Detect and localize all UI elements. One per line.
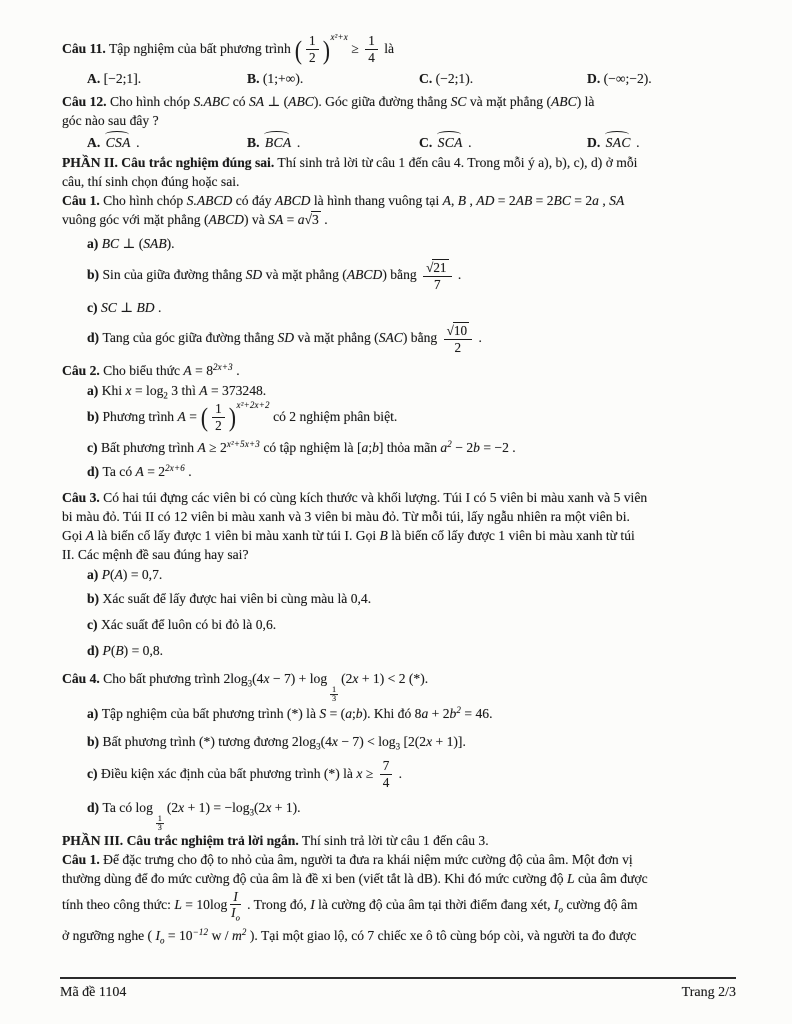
p2-question-1-item-d: d) Tang của góc giữa đường thẳng SD và mặt phẳng (SAC) bằng $\frac{√10}{2}$ . (87, 323, 482, 356)
p2-question-4-item-d: d) Ta có log $\frac{1}{3}$ (2x + 1) = −log3(2x + 1). (87, 799, 301, 833)
p2-question-2-item-d: d) Ta có A = 22x+6 . (87, 463, 192, 480)
p2-question-1-item-b: b) Sin của giữa đường thẳng SD và mặt phẳng (ABCD) bằng $\frac{√21}{7}$ . (87, 259, 462, 292)
p3-question-1-line-3: tính theo công thức: L = 10log $\frac{I}{Io}$ . Trong đó, I là cường độ của âm tại thời điểm đang xét, Io cường độ âm (62, 888, 638, 923)
question-12-option-d: D. SAC . (587, 135, 640, 151)
p2-question-3-item-a: a) P(A) = 0,7. (87, 567, 163, 582)
p2-question-2-item-c: c) Bất phương trình A ≥ 2x²+5x+3 có tập nghiệm là [a;b] thỏa mãn a2 − 2b = −2 . (87, 439, 516, 456)
question-11-options (62, 70, 734, 88)
p2-question-4-stem: Câu 4. Cho bất phương trình 2log3(4x − 7) + log $\frac{1}{3}$ (2x + 1) < 2 (*). (62, 670, 429, 704)
question-12-option-a: A. CSA . (87, 135, 140, 151)
footer-page-number: Trang 2/3 (681, 984, 736, 1000)
p2-question-4-item-c: c) Điều kiện xác định của bất phương trình (*) là x ≥ $\frac{7}{4}$ . (87, 757, 403, 790)
p2-question-1-stem-line-2: vuông góc với mặt phẳng (ABCD) và SA = a√3 . (62, 212, 328, 228)
p2-question-3-item-b: b) Xác suất để lấy được hai viên bi cùng màu là 0,4. (87, 590, 372, 606)
p2-question-1-item-c: c) SC ⊥ BD . (87, 299, 162, 315)
p2-question-3-stem-line-2: bi màu đỏ. Túi II có 12 viên bi màu xanh và 3 viên bi màu đỏ. Từ mỗi túi, lấy ngẫu nhiên ra một viên bi. (62, 509, 630, 525)
p2-question-3-item-d: d) P(B) = 0,8. (87, 642, 164, 658)
p2-question-1-item-a: a) BC ⊥ (SAB). (87, 236, 175, 252)
part-2-heading-line-1: PHẦN II. Câu trắc nghiệm đúng sai. Thí sinh trả lời từ câu 1 đến câu 4. Trong mỗi ý a), b), c), d) ở mỗi (62, 155, 638, 171)
p2-question-2-stem: Câu 2. Cho biểu thức A = 82x+3 . (62, 362, 240, 378)
p2-question-4-item-b: b) Bất phương trình (*) tương đương 2log3(4x − 7) < log3 [2(2x + 1)]. (87, 734, 466, 752)
p2-question-3-stem-line-4: II. Các mệnh đề sau đúng hay sai? (62, 547, 249, 563)
p3-question-1-line-2: thường dùng để đo mức cường độ của âm là đề xi ben (viết tắt là dB). Khi đó mức cường độ L của âm được (62, 870, 648, 886)
p3-question-1-line-1: Câu 1. Để đặc trưng cho độ to nhỏ của âm, người ta đưa ra khái niệm mức cường độ của âm. Một đơn vị (62, 851, 633, 867)
question-11-option-b: B. (1;+∞). (247, 70, 304, 86)
p2-question-4-item-a: a) Tập nghiệm của bất phương trình (*) là S = (a;b). Khi đó 8a + 2b2 = 46. (87, 705, 493, 722)
question-11-stem: Câu 11. Tập nghiệm của bất phương trình ( $\frac{1}{2}$ )x²+x ≥ $\frac{1}{4}$ là (62, 31, 395, 65)
question-12-option-b: B. BCA . (247, 135, 301, 151)
footer-exam-code: Mã đề 1104 (60, 984, 127, 1000)
p3-question-1-line-4: ở ngưỡng nghe ( Io = 10−12 w / m2 ). Tại một giao lộ, có 7 chiếc xe ô tô cùng bóp còi, và người ta đo được (62, 927, 637, 946)
part-2-heading-line-2: câu, thí sinh chọn đúng hoặc sai. (62, 174, 240, 190)
p2-question-3-item-c: c) Xác suất để luôn có bi đỏ là 0,6. (87, 616, 277, 632)
question-12-stem-line-1: Câu 12. Cho hình chóp S.ABC có SA ⊥ (ABC). Góc giữa đường thẳng SC và mặt phẳng (ABC) là (62, 94, 595, 110)
p2-question-2-item-b: b) Phương trình A = ( $\frac{1}{2}$ )x²+2x+2 có 2 nghiệm phân biệt. (87, 399, 398, 433)
p2-question-2-item-a: a) Khi x = log2 3 thì A = 373248. (87, 382, 267, 401)
question-11-option-d: D. (−∞;−2). (587, 70, 652, 86)
question-12-stem-line-2: góc nào sau đây ? (62, 113, 159, 129)
p2-question-3-stem-line-1: Câu 3. Có hai túi đựng các viên bi có cùng kích thước và khối lượng. Túi I có 5 viên bi màu xanh và 5 viên (62, 490, 648, 506)
question-11-option-c: C. (−2;1). (419, 70, 474, 86)
question-11-option-a: A. [−2;1]. (87, 70, 142, 86)
p2-question-3-stem-line-3: Gọi A là biến cố lấy được 1 viên bi màu xanh từ túi I. Gọi B là biến cố lấy được 1 viên bi màu xanh từ túi (62, 528, 635, 544)
page-footer (60, 977, 736, 1002)
part-3-heading: PHẦN III. Câu trắc nghiệm trả lời ngắn. Thí sinh trả lời từ câu 1 đến câu 3. (62, 832, 489, 848)
p2-question-1-stem-line-1: Câu 1. Cho hình chóp S.ABCD có đáy ABCD là hình thang vuông tại A, B , AD = 2AB = 2BC = 2a , SA (62, 193, 625, 209)
question-12-options (62, 134, 734, 152)
question-12-option-c: C. SCA . (419, 135, 472, 151)
